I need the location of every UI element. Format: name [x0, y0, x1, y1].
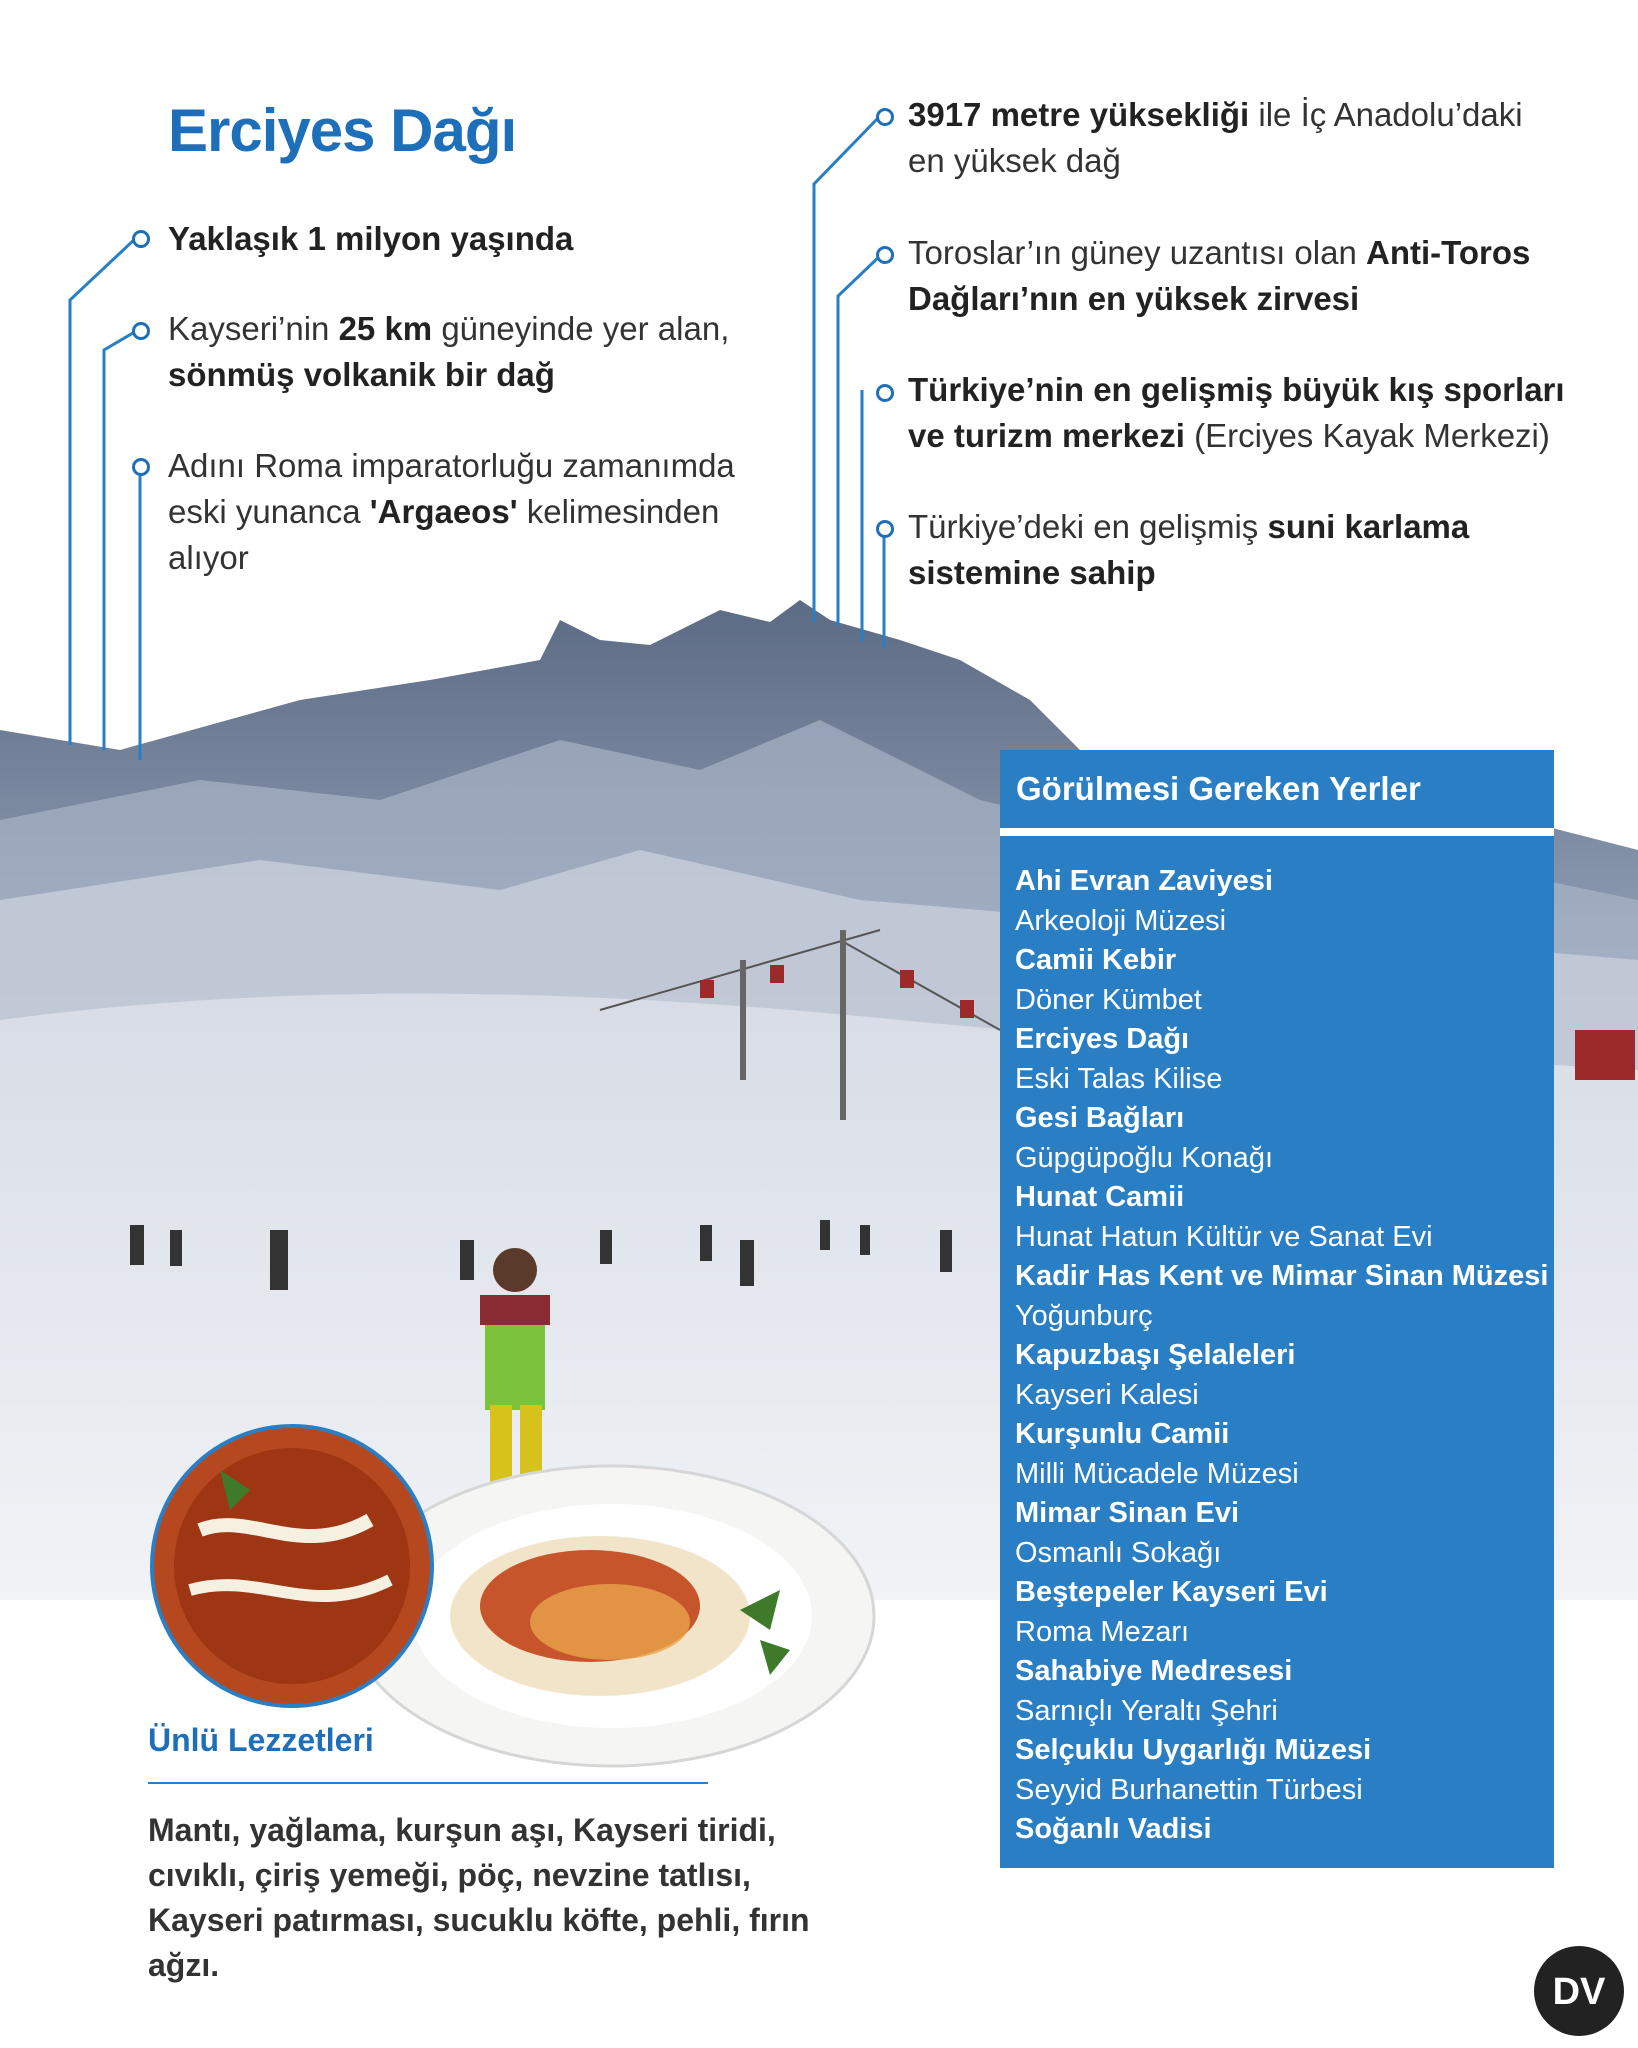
fact-text: ile İç Anadolu’daki [1249, 96, 1523, 133]
fact-text-bold: 'Argaeos' [369, 493, 518, 530]
places-panel-header [1000, 750, 1554, 828]
fact-marker-dot [876, 520, 894, 538]
fact-text: Türkiye’deki en gelişmiş [908, 508, 1268, 545]
place-item: Erciyes Dağı [1015, 1023, 1190, 1055]
fact-marker-dot [876, 246, 894, 264]
food-divider [148, 1782, 708, 1784]
fact-line [908, 413, 1565, 459]
place-item: Kadir Has Kent ve Mimar Sinan Müzesi [1015, 1260, 1549, 1292]
place-item: Eski Talas Kilise [1015, 1062, 1223, 1095]
fact-text-bold: 25 km [338, 310, 433, 347]
place-item: Hunat Camii [1015, 1181, 1185, 1213]
fact-text-bold: suni karlama [1267, 508, 1470, 545]
fact-line [168, 306, 729, 352]
places-list [1015, 862, 1548, 1850]
place-item: Seyyid Burhanettin Türbesi [1015, 1773, 1363, 1806]
fact-line [168, 535, 735, 581]
fact-marker-dot [876, 384, 894, 402]
place-item: Roma Mezarı [1015, 1615, 1190, 1648]
left-fact [168, 306, 729, 398]
fact-line [168, 443, 735, 489]
place-item: Milli Mücadele Müzesi [1015, 1457, 1299, 1490]
place-item: Kayseri Kalesi [1015, 1378, 1199, 1411]
right-fact [908, 367, 1565, 459]
place-item: Camii Kebir [1015, 944, 1177, 976]
page-title: Erciyes Dağı [168, 97, 517, 164]
fact-text-bold: ve turizm merkezi [908, 417, 1185, 454]
place-item: Kurşunlu Camii [1015, 1418, 1230, 1450]
food-line: Mantı, yağlama, kurşun aşı, Kayseri tiridi, [148, 1812, 776, 1848]
fact-marker-dot [132, 230, 150, 248]
places-heading: Görülmesi Gereken Yerler [1016, 770, 1421, 807]
fact-text-bold: Anti-Toros [1366, 234, 1531, 271]
fact-line [908, 504, 1469, 550]
place-item: Hunat Hatun Kültür ve Sanat Evi [1015, 1220, 1433, 1253]
place-item: Soğanlı Vadisi [1015, 1813, 1212, 1845]
food-line: Kayseri patırması, sucuklu köfte, pehli, fırın [148, 1902, 810, 1938]
places-divider [1000, 828, 1554, 836]
place-item: Osmanlı Sokağı [1015, 1536, 1222, 1569]
fact-text-bold: 3917 metre yüksekliği [908, 96, 1250, 133]
left-fact [168, 216, 573, 262]
fact-text: en yüksek dağ [908, 142, 1121, 179]
fact-text: kelimesinden [517, 493, 720, 530]
fact-text-bold: Dağları’nın en yüksek zirvesi [908, 280, 1360, 317]
place-item: Selçuklu Uygarlığı Müzesi [1015, 1734, 1372, 1766]
fact-line [908, 276, 1530, 322]
fact-text-bold: Türkiye’nin en gelişmiş büyük kış sporları [908, 371, 1565, 408]
fact-line [908, 92, 1523, 138]
fact-text: alıyor [168, 539, 249, 576]
fact-line [908, 550, 1469, 596]
fact-text-bold: sönmüş volkanik bir dağ [168, 356, 555, 393]
place-item: Kapuzbaşı Şelaleleri [1015, 1339, 1296, 1371]
food-line: ağzı. [148, 1947, 220, 1983]
dv-logo [1532, 1944, 1626, 2038]
fact-line [168, 216, 573, 262]
fact-text: eski yunanca [168, 493, 370, 530]
fact-line [908, 138, 1523, 184]
right-fact [908, 230, 1530, 322]
fact-line [168, 352, 729, 398]
left-fact [168, 443, 735, 581]
fact-text: güneyinde yer alan, [432, 310, 730, 347]
fact-text-bold: sistemine sahip [908, 554, 1156, 591]
place-item: Güpgüpoğlu Konağı [1015, 1141, 1273, 1174]
place-item: Döner Kümbet [1015, 983, 1202, 1016]
place-item: Ahi Evran Zaviyesi [1015, 865, 1273, 897]
fact-line [908, 367, 1565, 413]
place-item: Arkeoloji Müzesi [1015, 904, 1227, 937]
place-item: Sarnıçlı Yeraltı Şehri [1015, 1694, 1278, 1727]
food-heading: Ünlü Lezzetleri [148, 1722, 374, 1758]
fact-marker-dot [876, 108, 894, 126]
food-photos [140, 1410, 880, 1770]
place-item: Yoğunburç [1015, 1299, 1153, 1332]
fact-text: Kayseri’nin [168, 310, 339, 347]
fact-line [168, 489, 735, 535]
fact-text: Toroslar’ın güney uzantısı olan [908, 234, 1366, 271]
fact-marker-dot [132, 458, 150, 476]
right-fact [908, 504, 1469, 596]
place-item: Sahabiye Medresesi [1015, 1655, 1293, 1687]
fact-marker-dot [132, 322, 150, 340]
fact-line [908, 230, 1530, 276]
food-list-text [148, 1808, 848, 1988]
food-line: cıvıklı, çiriş yemeği, pöç, nevzine tatlısı, [148, 1857, 751, 1893]
fact-text: Adını Roma imparatorluğu zamanımda [168, 447, 735, 484]
fact-text-bold: Yaklaşık 1 milyon yaşında [168, 220, 574, 257]
logo-text: DV [1552, 1971, 1606, 2013]
place-item: Gesi Bağları [1015, 1102, 1185, 1134]
fact-text: (Erciyes Kayak Merkezi) [1184, 417, 1550, 454]
place-item: Beştepeler Kayseri Evi [1015, 1576, 1328, 1608]
place-item: Mimar Sinan Evi [1015, 1497, 1240, 1529]
right-fact [908, 92, 1523, 184]
